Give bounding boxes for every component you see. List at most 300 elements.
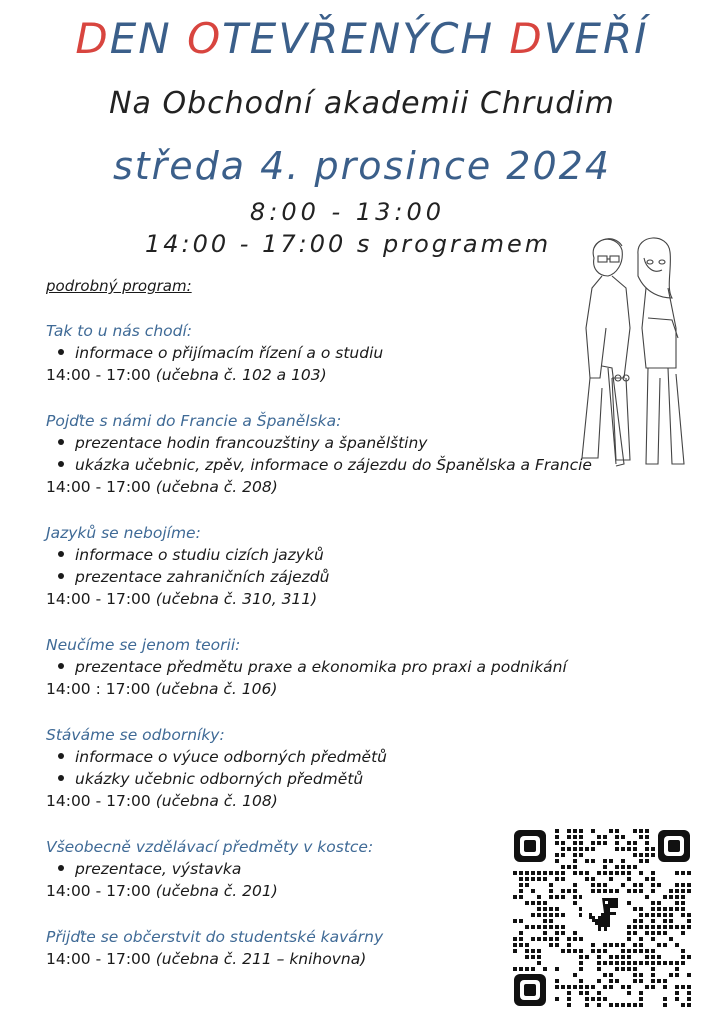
- qr-module: [561, 913, 565, 917]
- qr-module: [675, 991, 679, 995]
- qr-module: [627, 877, 631, 881]
- qr-module: [633, 829, 637, 833]
- qr-module: [579, 937, 583, 941]
- qr-module: [567, 949, 571, 953]
- bullet-dot-icon: [58, 439, 64, 445]
- qr-module: [639, 979, 643, 983]
- qr-module: [681, 949, 685, 953]
- qr-module: [633, 1003, 637, 1007]
- qr-module: [687, 925, 691, 929]
- qr-module: [675, 997, 679, 1001]
- section-title: Všeobecně vzdělávací předměty v kostce:: [46, 838, 374, 856]
- qr-module: [585, 955, 589, 959]
- qr-module: [687, 991, 691, 995]
- qr-module: [651, 853, 655, 857]
- qr-module: [669, 925, 673, 929]
- room-label: (učebna č. 108): [155, 792, 278, 810]
- qr-module: [639, 937, 643, 941]
- qr-module: [579, 949, 583, 953]
- qr-module: [567, 997, 571, 1001]
- qr-module: [519, 883, 523, 887]
- qr-module: [663, 913, 667, 917]
- qr-module: [597, 1003, 601, 1007]
- qr-module: [603, 835, 607, 839]
- qr-module: [555, 853, 559, 857]
- qr-module: [579, 841, 583, 845]
- qr-module: [603, 943, 607, 947]
- time-range: 14:00 - 17:00: [46, 478, 151, 496]
- qr-module: [615, 1003, 619, 1007]
- qr-module: [651, 871, 655, 875]
- qr-module: [513, 949, 517, 953]
- qr-module: [687, 883, 691, 887]
- qr-module: [609, 859, 613, 863]
- qr-module: [645, 877, 649, 881]
- qr-module: [615, 955, 619, 959]
- qr-module: [687, 973, 691, 977]
- qr-module: [531, 871, 535, 875]
- qr-module: [681, 913, 685, 917]
- qr-module: [597, 871, 601, 875]
- qr-module: [657, 883, 661, 887]
- bullet-text: ukázka učebnic, zpěv, informace o zájezdu do Španělska a Francie: [75, 456, 592, 474]
- qr-module: [651, 901, 655, 905]
- qr-module: [645, 853, 649, 857]
- qr-module: [525, 943, 529, 947]
- qr-module: [579, 955, 583, 959]
- qr-module: [615, 835, 619, 839]
- qr-module: [657, 955, 661, 959]
- qr-module: [591, 883, 595, 887]
- school-subtitle: Na Obchodní akademii Chrudim: [109, 86, 615, 121]
- qr-module: [519, 919, 523, 923]
- qr-module: [639, 889, 643, 893]
- qr-module: [561, 877, 565, 881]
- qr-module: [633, 979, 637, 983]
- qr-module: [651, 925, 655, 929]
- qr-module: [669, 895, 673, 899]
- qr-module: [555, 943, 559, 947]
- qr-module: [519, 871, 523, 875]
- qr-module: [639, 943, 643, 947]
- event-title: [0, 14, 724, 63]
- qr-module: [561, 895, 565, 899]
- qr-module: [645, 985, 649, 989]
- qr-module: [567, 1003, 571, 1007]
- qr-module: [651, 919, 655, 923]
- qr-module: [627, 985, 631, 989]
- section-time: [46, 678, 686, 700]
- qr-module: [645, 931, 649, 935]
- qr-module: [627, 889, 631, 893]
- program-heading: podrobný program:: [46, 277, 192, 295]
- qr-module: [669, 937, 673, 941]
- qr-module: [591, 847, 595, 851]
- qr-module: [543, 907, 547, 911]
- qr-module: [669, 889, 673, 893]
- qr-module: [615, 979, 619, 983]
- qr-module: [621, 865, 625, 869]
- qr-module: [633, 931, 637, 935]
- qr-module: [573, 889, 577, 893]
- qr-module: [549, 907, 553, 911]
- qr-module: [663, 895, 667, 899]
- qr-module: [663, 985, 667, 989]
- qr-module: [579, 967, 583, 971]
- section-bullet: [46, 566, 686, 588]
- qr-module: [627, 967, 631, 971]
- room-label: (učebna č. 310, 311): [155, 590, 318, 608]
- qr-module: [621, 961, 625, 965]
- room-label: (učebna č. 211 – knihovna): [155, 950, 367, 968]
- section-title: Jazyků se nebojíme:: [46, 524, 201, 542]
- qr-module: [633, 853, 637, 857]
- bullet-text: informace o přijímacím řízení a o studiu: [75, 344, 384, 362]
- qr-module: [627, 937, 631, 941]
- qr-module: [573, 835, 577, 839]
- qr-module: [657, 961, 661, 965]
- qr-module: [639, 829, 643, 833]
- qr-module: [573, 847, 577, 851]
- qr-module: [537, 937, 541, 941]
- qr-module: [639, 925, 643, 929]
- title-part: EN: [109, 14, 188, 63]
- qr-module: [561, 853, 565, 857]
- qr-module: [525, 877, 529, 881]
- qr-module: [567, 829, 571, 833]
- section-title: Stáváme se odborníky:: [46, 726, 225, 744]
- qr-module: [627, 865, 631, 869]
- qr-module: [555, 925, 559, 929]
- room-label: (učebna č. 106): [155, 680, 278, 698]
- qr-module: [531, 967, 535, 971]
- qr-module: [633, 907, 637, 911]
- qr-module: [555, 895, 559, 899]
- qr-module: [651, 913, 655, 917]
- section-title: Neučíme se jenom teorii:: [46, 636, 241, 654]
- qr-module: [663, 907, 667, 911]
- qr-module: [597, 979, 601, 983]
- qr-module: [609, 973, 613, 977]
- section-title: Pojďte s námi do Francie a Španělska:: [46, 412, 342, 430]
- room-label: (učebna č. 201): [155, 882, 278, 900]
- qr-module: [639, 961, 643, 965]
- title-part: VEŘÍ: [543, 14, 649, 63]
- qr-module: [519, 895, 523, 899]
- qr-module: [531, 877, 535, 881]
- qr-module: [615, 865, 619, 869]
- bullet-dot-icon: [58, 775, 64, 781]
- time-range: 14:00 - 17:00: [46, 950, 151, 968]
- qr-module: [567, 943, 571, 947]
- qr-module: [645, 961, 649, 965]
- title-part: O: [187, 14, 223, 63]
- qr-module: [537, 961, 541, 965]
- section-bullet: [46, 746, 686, 768]
- qr-module: [651, 847, 655, 851]
- bullet-text: prezentace předmětu praxe a ekonomika pro praxi a podnikání: [75, 658, 567, 676]
- qr-module: [549, 913, 553, 917]
- qr-module: [651, 877, 655, 881]
- qr-module: [609, 943, 613, 947]
- qr-module: [687, 913, 691, 917]
- qr-module: [681, 1003, 685, 1007]
- qr-module: [531, 889, 535, 893]
- qr-module: [639, 853, 643, 857]
- qr-module: [657, 907, 661, 911]
- qr-module: [513, 967, 517, 971]
- program-section: [46, 634, 686, 700]
- qr-module: [555, 997, 559, 1001]
- qr-module: [627, 961, 631, 965]
- time-range: 14:00 - 17:00: [46, 882, 151, 900]
- qr-module: [591, 949, 595, 953]
- qr-module: [555, 967, 559, 971]
- qr-module: [561, 925, 565, 929]
- qr-module: [519, 877, 523, 881]
- qr-module: [603, 865, 607, 869]
- qr-module: [603, 961, 607, 965]
- section-time: [46, 476, 686, 498]
- qr-module: [591, 859, 595, 863]
- qr-module: [573, 931, 577, 935]
- qr-module: [549, 925, 553, 929]
- qr-module: [687, 889, 691, 893]
- event-date: středa 4. prosince 2024: [112, 144, 611, 188]
- qr-module: [627, 925, 631, 929]
- qr-module: [651, 961, 655, 965]
- qr-module: [645, 913, 649, 917]
- qr-module: [609, 955, 613, 959]
- qr-module: [645, 925, 649, 929]
- qr-module: [627, 841, 631, 845]
- qr-module: [633, 883, 637, 887]
- qr-module: [549, 883, 553, 887]
- students-illustration-icon: [572, 228, 696, 468]
- bullet-dot-icon: [58, 461, 64, 467]
- qr-module: [597, 841, 601, 845]
- main-time: 8:00 - 13:00: [250, 198, 445, 226]
- qr-module: [591, 889, 595, 893]
- qr-module: [519, 889, 523, 893]
- qr-module: [543, 871, 547, 875]
- qr-module: [585, 847, 589, 851]
- qr-module: [681, 871, 685, 875]
- qr-module: [639, 859, 643, 863]
- qr-module: [627, 955, 631, 959]
- qr-module: [573, 883, 577, 887]
- qr-module: [663, 925, 667, 929]
- qr-module: [555, 835, 559, 839]
- qr-module: [573, 949, 577, 953]
- title-part: TEVŘENÝCH: [222, 14, 510, 63]
- qr-module: [651, 973, 655, 977]
- qr-module: [621, 871, 625, 875]
- qr-module: [687, 1003, 691, 1007]
- qr-module: [567, 991, 571, 995]
- qr-module: [543, 901, 547, 905]
- qr-module: [657, 913, 661, 917]
- qr-module: [573, 985, 577, 989]
- qr-module: [681, 931, 685, 935]
- qr-module: [573, 829, 577, 833]
- bullet-dot-icon: [58, 349, 64, 355]
- qr-module: [639, 1003, 643, 1007]
- qr-module: [609, 979, 613, 983]
- qr-module: [615, 841, 619, 845]
- qr-module: [669, 961, 673, 965]
- time-range: 14:00 - 17:00: [46, 366, 151, 384]
- qr-module: [555, 871, 559, 875]
- qr-module: [567, 865, 571, 869]
- qr-module: [579, 985, 583, 989]
- qr-module: [567, 835, 571, 839]
- program-time: 14:00 - 17:00 s programem: [145, 230, 552, 258]
- qr-module: [573, 871, 577, 875]
- qr-module: [549, 871, 553, 875]
- qr-module: [513, 871, 517, 875]
- qr-module: [687, 955, 691, 959]
- qr-module: [639, 883, 643, 887]
- qr-module: [537, 895, 541, 899]
- qr-module: [549, 919, 553, 923]
- bullet-dot-icon: [58, 573, 64, 579]
- qr-module: [681, 961, 685, 965]
- qr-module: [609, 1003, 613, 1007]
- qr-module: [585, 1003, 589, 1007]
- qr-module: [633, 865, 637, 869]
- qr-module: [675, 871, 679, 875]
- bullet-text: prezentace zahraničních zájezdů: [75, 568, 330, 586]
- qr-module: [555, 937, 559, 941]
- qr-module: [537, 955, 541, 959]
- qr-module: [675, 973, 679, 977]
- qr-module: [549, 943, 553, 947]
- qr-module: [651, 949, 655, 953]
- qr-module: [543, 967, 547, 971]
- qr-module: [573, 865, 577, 869]
- qr-module: [579, 991, 583, 995]
- bullet-dot-icon: [58, 753, 64, 759]
- qr-module: [603, 949, 607, 953]
- qr-module: [543, 913, 547, 917]
- qr-module: [591, 997, 595, 1001]
- qr-module: [627, 847, 631, 851]
- qr-module: [525, 949, 529, 953]
- room-label: (učebna č. 208): [155, 478, 278, 496]
- qr-module: [567, 847, 571, 851]
- qr-module: [567, 937, 571, 941]
- qr-module: [513, 943, 517, 947]
- qr-module: [639, 907, 643, 911]
- qr-module: [525, 871, 529, 875]
- qr-module: [675, 925, 679, 929]
- qr-module: [663, 919, 667, 923]
- qr-module: [603, 841, 607, 845]
- qr-module: [591, 829, 595, 833]
- qr-module: [663, 931, 667, 935]
- qr-module: [555, 859, 559, 863]
- qr-module: [561, 931, 565, 935]
- qr-module: [585, 877, 589, 881]
- qr-module: [537, 925, 541, 929]
- qr-module: [681, 889, 685, 893]
- qr-module: [645, 829, 649, 833]
- qr-module: [615, 961, 619, 965]
- qr-module: [573, 901, 577, 905]
- qr-module: [633, 973, 637, 977]
- qr-module: [513, 919, 517, 923]
- qr-module: [603, 997, 607, 1001]
- qr-module: [627, 991, 631, 995]
- qr-module: [633, 961, 637, 965]
- program-section: [46, 724, 686, 812]
- qr-module: [615, 889, 619, 893]
- qr-module: [603, 883, 607, 887]
- room-label: (učebna č. 102 a 103): [155, 366, 327, 384]
- qr-module: [621, 847, 625, 851]
- qr-module: [621, 955, 625, 959]
- qr-module: [531, 913, 535, 917]
- qr-module: [609, 877, 613, 881]
- qr-module: [633, 943, 637, 947]
- qr-module: [621, 949, 625, 953]
- qr-module: [651, 937, 655, 941]
- qr-module: [597, 991, 601, 995]
- qr-module: [663, 943, 667, 947]
- qr-module: [621, 1003, 625, 1007]
- qr-module: [645, 841, 649, 845]
- qr-module: [657, 979, 661, 983]
- qr-module: [651, 907, 655, 911]
- qr-module: [681, 901, 685, 905]
- qr-module: [573, 841, 577, 845]
- qr-module: [555, 913, 559, 917]
- qr-module: [591, 985, 595, 989]
- qr-module: [609, 829, 613, 833]
- qr-module: [621, 943, 625, 947]
- qr-module: [663, 979, 667, 983]
- qr-module: [585, 991, 589, 995]
- qr-module: [537, 871, 541, 875]
- qr-module: [621, 835, 625, 839]
- qr-module: [633, 967, 637, 971]
- qr-module: [585, 871, 589, 875]
- qr-module: [633, 889, 637, 893]
- qr-module: [639, 973, 643, 977]
- qr-module: [567, 889, 571, 893]
- qr-module: [615, 847, 619, 851]
- bullet-dot-icon: [58, 865, 64, 871]
- qr-module: [549, 937, 553, 941]
- bullet-text: informace o studiu cizích jazyků: [75, 546, 324, 564]
- qr-module: [597, 889, 601, 893]
- bullet-text: ukázky učebnic odborných předmětů: [75, 770, 364, 788]
- qr-module: [561, 847, 565, 851]
- qr-module: [591, 877, 595, 881]
- qr-module: [531, 955, 535, 959]
- qr-module: [681, 985, 685, 989]
- qr-module: [669, 973, 673, 977]
- qr-module: [621, 859, 625, 863]
- qr-module: [663, 997, 667, 1001]
- qr-module: [603, 973, 607, 977]
- qr-module: [633, 847, 637, 851]
- qr-module: [645, 895, 649, 899]
- qr-module: [627, 871, 631, 875]
- qr-module: [543, 877, 547, 881]
- qr-module: [639, 997, 643, 1001]
